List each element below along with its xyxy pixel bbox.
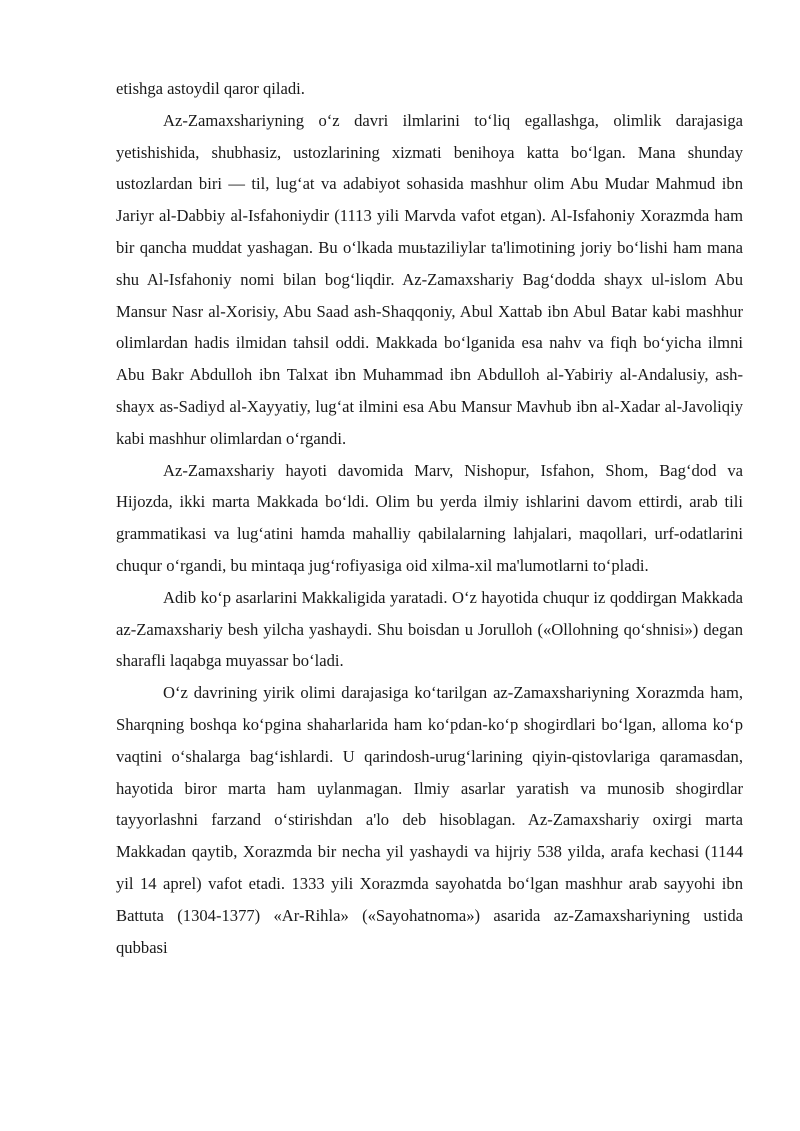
paragraph-makkah: Adib ko‘p asarlarini Makkaligida yaratadi. O‘z hayotida chuqur iz qoddirgan Makkada az-Zamaxshariy besh yilcha yashaydi. Shu boisdan u Jorulloh («Ollohning qo‘shnisi») degan sharafli laqabga muyassar bo‘ladi. — [116, 587, 743, 671]
paragraph-continuation: etishga astoydil qaror qiladi. — [116, 79, 305, 98]
paragraph-teachers: Az-Zamaxshariyning o‘z davri ilmlarini to‘liq egallashga, olimlik darajasiga yetishishida, shubhasiz, ustozlarining xizmati benihoya katta bo‘lgan. Mana shunday ustozlardan biri — til, lug‘at va adabiyot sohasida mashhur olim Abu Mudar Mahmud ibn Jariyr al-Dabbiy al-Isfahoniydir (1113 yili Marvda vafot etgan). Al-Isfahoniy Xorazmda ham bir qancha muddat yashagan. Bu o‘lkada muьtaziliylar ta'limotining joriy bo‘lishi ham mana shu Al-Isfahoniy nomi bilan bog‘liqdir. Az-Zamaxshariy Bag‘dodda shayx ul-islom Abu Mansur Nasr al-Xorisiy, Abu Saad ash-Shaqqoniy, Abul Xattab ibn Abul Batar kabi mashhur olimlardan hadis ilmidan tahsil oddi. Makkada bo‘lganida esa nahv va fiqh bo‘yicha ilmni Abu Bakr Abdulloh ibn Talxat ibn Muhammad ibn Abdulloh al-Yabiriy al-Andalusiy, ash-shayx as-Sadiyd al-Xayyatiy, lug‘at ilmini esa Abu Mansur Mavhub ibn al-Xadar al-Javoliqiy kabi mashhur olimlardan o‘rgandi. — [116, 110, 743, 448]
paragraph-later-life: O‘z davrining yirik olimi darajasiga ko‘tarilgan az-Zamaxshariyning Xorazmda ham, Sharqning boshqa ko‘pgina shaharlarida ham ko‘pdan-ko‘p shogirdlari bo‘lgan, alloma ko‘p vaqtini o‘shalarga bag‘ishlardi. U qarindosh-urug‘larining qiyin-qistovlariga qaramasdan, hayotida biror marta ham uylanmagan. Ilmiy asarlar yaratish va munosib shogirdlar tayyorlashni farzand o‘stirishdan a'lo deb hisoblagan. Az-Zamaxshariy oxirgi marta Makkadan qaytib, Xorazmda bir necha yil yashaydi va hijriy 538 yilda, arafa kechasi (1144 yil 14 aprel) vafot etadi. 1333 yili Xorazmda sayohatda bo‘lgan mashhur arab sayyohi ibn Battuta (1304-1377) «Ar-Rihla» («Sayohatnoma») asarida az-Zamaxshariyning ustida qubbasi — [116, 683, 743, 957]
paragraph-travels: Az-Zamaxshariy hayoti davomida Marv, Nishopur, Isfahon, Shom, Bag‘dod va Hijozda, ikki marta Makkada bo‘ldi. Olim bu yerda ilmiy ishlarini davom ettirdi, arab tili grammatikasi va lug‘atini hamda mahalliy qabilalarning lahjalari, maqollari, urf-odatlarini chuqur o‘rgandi, bu mintaqa jug‘rofiyasiga oid xilma-xil ma'lumotlarni to‘pladi. — [116, 460, 743, 575]
document-page — [116, 73, 743, 963]
